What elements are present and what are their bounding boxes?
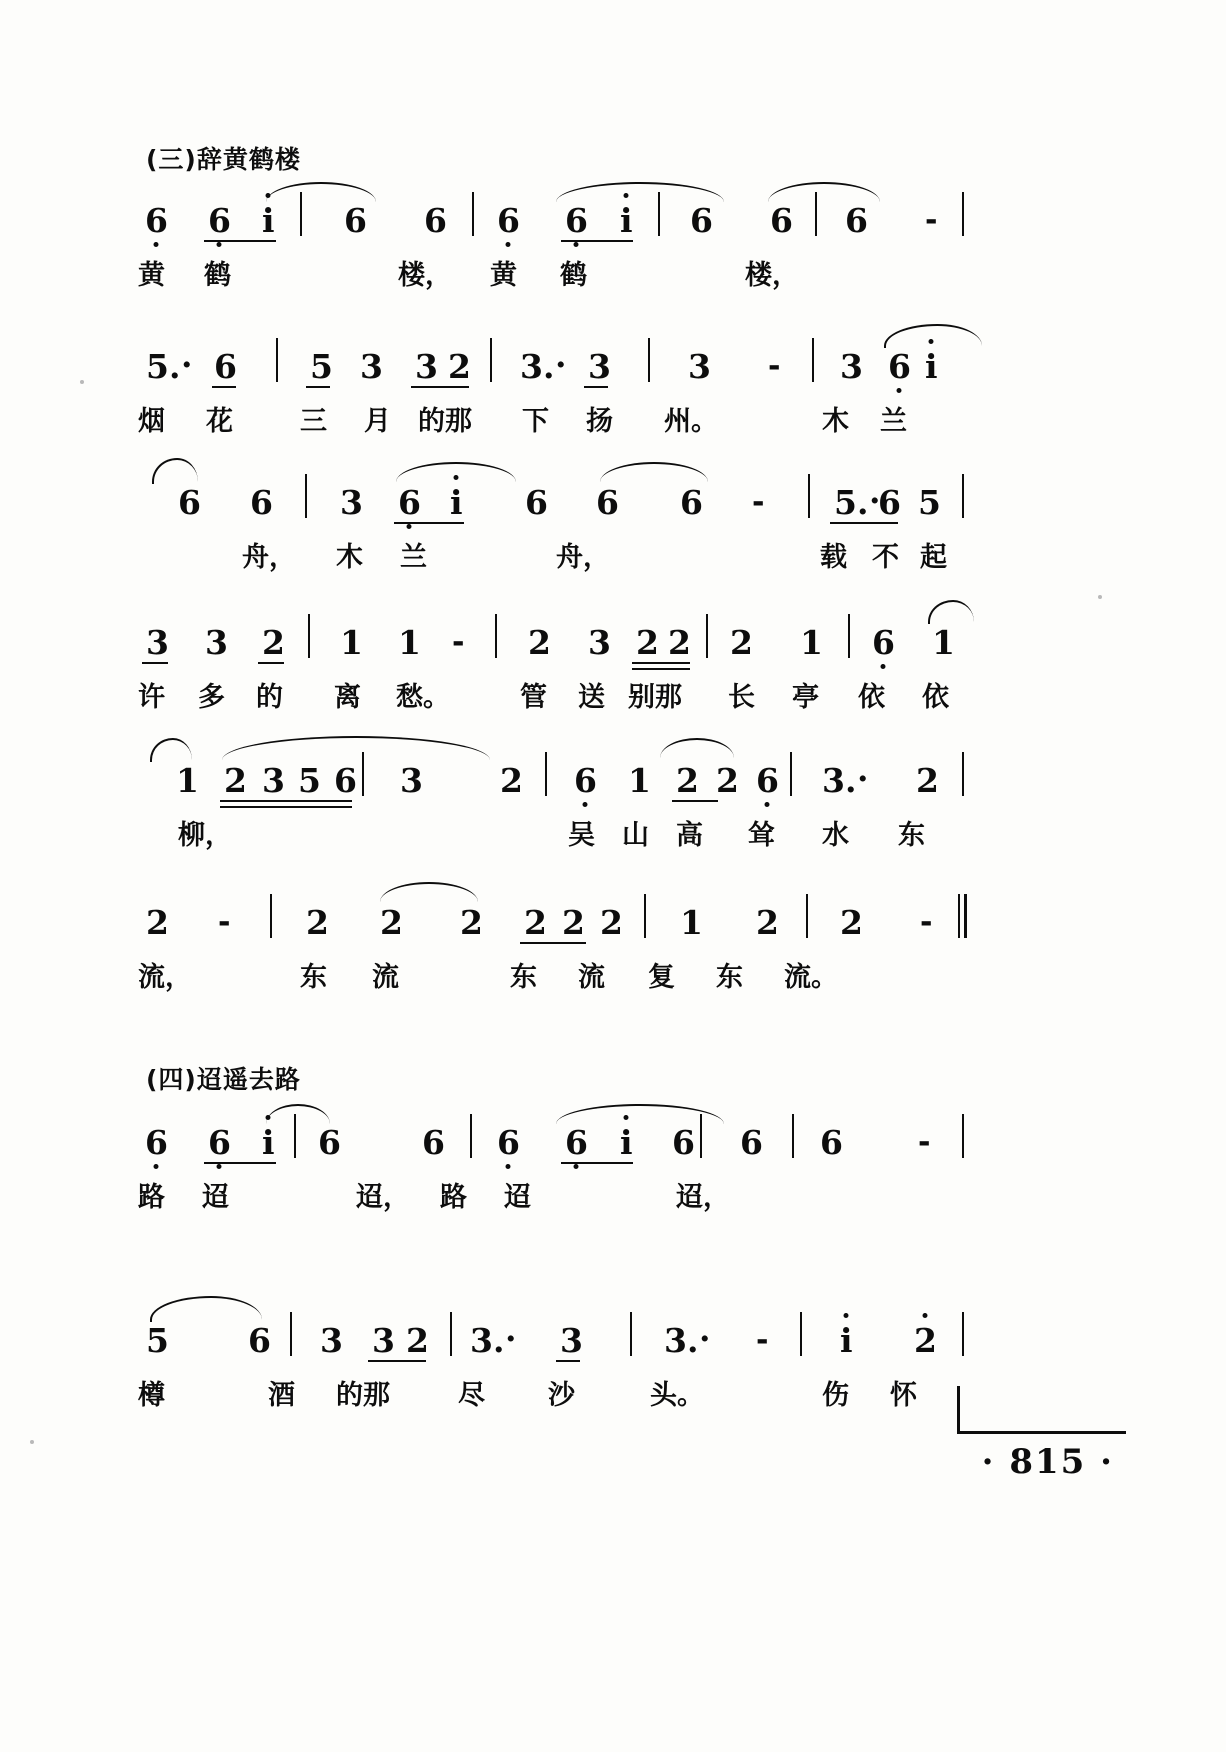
notes-row: [0, 756, 1226, 808]
note-dash: -: [218, 905, 231, 940]
note: 6: [178, 483, 201, 522]
beam: [258, 662, 284, 664]
note: 6: [740, 1123, 763, 1162]
note: 2: [916, 761, 939, 800]
note: 2: [756, 903, 779, 942]
barline: [706, 614, 708, 658]
barline: [630, 1312, 632, 1356]
note: 3: [400, 761, 423, 800]
lyrics-row: [0, 1170, 1226, 1218]
beam: [368, 1360, 426, 1362]
lyric: 鹤: [560, 260, 587, 291]
barline: [490, 338, 492, 382]
note: 3: [320, 1321, 343, 1360]
lyric: 载: [820, 542, 847, 573]
note: 6: [248, 1321, 271, 1360]
lyric: 楼，: [745, 260, 799, 291]
lyric: 流: [578, 962, 605, 993]
note: 6: [672, 1123, 695, 1162]
note: 3: [415, 347, 438, 386]
lyric: 东: [300, 962, 327, 993]
barline: [800, 1312, 802, 1356]
note: 6: [525, 483, 548, 522]
lyric: 依: [858, 682, 885, 713]
slur: [556, 182, 724, 202]
lyric: 离: [334, 682, 361, 713]
barline: [644, 894, 646, 938]
slur: [380, 882, 478, 902]
lyric: 黄: [490, 260, 517, 291]
beam: [556, 1360, 580, 1362]
note: 6: [145, 201, 168, 240]
note: 1: [628, 761, 651, 800]
music-system: [0, 1316, 1226, 1436]
lyric: 州。: [664, 406, 718, 437]
slur: [222, 736, 490, 760]
note: 2: [562, 903, 585, 942]
page-number: · 815 ·: [981, 1442, 1114, 1482]
barline: [545, 752, 547, 796]
music-system: [0, 756, 1226, 876]
music-system: [0, 898, 1226, 1018]
lyric: 迢: [504, 1182, 531, 1213]
note: 1: [800, 623, 823, 662]
barline: [962, 474, 964, 518]
note: 3: [205, 623, 228, 662]
beam: [411, 386, 469, 388]
note: 6: [872, 623, 895, 662]
lyric: 烟: [138, 406, 165, 437]
note: 6: [422, 1123, 445, 1162]
beam: [306, 386, 330, 388]
page-number-rule: [958, 1431, 1126, 1434]
music-system: [0, 478, 1226, 598]
barline: [658, 192, 660, 236]
note: 6: [250, 483, 273, 522]
slur: [150, 738, 192, 762]
note: 3. ·: [470, 1324, 504, 1357]
lyric: 复: [648, 962, 675, 993]
lyric: 许: [138, 682, 165, 713]
note: 2: [676, 761, 699, 800]
note: 6: [596, 483, 619, 522]
beam: [584, 386, 608, 388]
note: i: [840, 1321, 853, 1360]
note: 3: [560, 1321, 583, 1360]
slur: [266, 1104, 330, 1124]
notes-row: [0, 618, 1226, 670]
notes-row: [0, 478, 1226, 530]
barline: [812, 338, 814, 382]
beam: [220, 800, 352, 802]
note-dash: -: [925, 203, 938, 238]
barline: [815, 192, 817, 236]
lyric: 水: [822, 820, 849, 851]
note: 2: [840, 903, 863, 942]
slur: [768, 182, 880, 202]
note: 2: [306, 903, 329, 942]
note-dash: -: [752, 485, 765, 520]
lyric: 兰: [400, 542, 427, 573]
barline: [276, 338, 278, 382]
lyric: 路: [138, 1182, 165, 1213]
note: 6: [214, 347, 237, 386]
beam: [142, 662, 168, 664]
note: i: [620, 201, 633, 240]
note: 6: [497, 1123, 520, 1162]
notes-row: [0, 342, 1226, 394]
note: 1: [398, 623, 421, 662]
note: 6: [888, 347, 911, 386]
note: 2: [914, 1321, 937, 1360]
lyric: 樽: [138, 1380, 165, 1411]
lyric: 下: [522, 406, 549, 437]
lyrics-row: [0, 1368, 1226, 1416]
note: 1: [680, 903, 703, 942]
barline: [962, 192, 964, 236]
barline: [300, 192, 302, 236]
note: 2: [500, 761, 523, 800]
note: 5: [298, 761, 321, 800]
lyrics-row: [0, 950, 1226, 998]
note: 6: [756, 761, 779, 800]
note: 2: [600, 903, 623, 942]
note: 6: [318, 1123, 341, 1162]
lyric: 木: [822, 406, 849, 437]
note: 3: [688, 347, 711, 386]
note: 2: [406, 1321, 429, 1360]
lyric: 的那: [418, 406, 472, 437]
lyrics-row: [0, 808, 1226, 856]
note: 5: [918, 483, 941, 522]
lyric: 鹤: [204, 260, 231, 291]
note: 2: [146, 903, 169, 942]
note: 2: [636, 623, 659, 662]
beam: [520, 942, 586, 944]
note: 2: [380, 903, 403, 942]
note: 6: [334, 761, 357, 800]
beam: [212, 386, 236, 388]
beam: [204, 240, 276, 242]
barline: [806, 894, 808, 938]
lyric: 东: [716, 962, 743, 993]
barline: [495, 614, 497, 658]
barline: [290, 1312, 292, 1356]
lyric: 的那: [336, 1380, 390, 1411]
lyric: 管: [520, 682, 547, 713]
barline: [294, 1114, 296, 1158]
note: 1: [932, 623, 955, 662]
music-system: [0, 618, 1226, 738]
lyric: 尽: [458, 1380, 485, 1411]
lyric: 舟，: [556, 542, 610, 573]
barline: [470, 1114, 472, 1158]
barline: [270, 894, 272, 938]
lyric: 山: [622, 820, 649, 851]
note: 2: [524, 903, 547, 942]
notes-row: [0, 196, 1226, 248]
note: 3: [588, 347, 611, 386]
note: 6: [878, 483, 901, 522]
barline-final: [958, 894, 960, 938]
lyric: 伤: [822, 1380, 849, 1411]
note: 2: [460, 903, 483, 942]
note: 6: [424, 201, 447, 240]
note: 3: [588, 623, 611, 662]
note: 6: [820, 1123, 843, 1162]
note: 3: [372, 1321, 395, 1360]
note-dash: -: [768, 349, 781, 384]
note: 5. ·: [834, 486, 868, 519]
barline: [305, 474, 307, 518]
barline: [790, 752, 792, 796]
lyric: 柳，: [178, 820, 232, 851]
lyric: 愁。: [396, 682, 450, 713]
barline: [962, 1312, 964, 1356]
note: 6: [398, 483, 421, 522]
note: 2: [528, 623, 551, 662]
note: 3: [360, 347, 383, 386]
barline: [962, 1114, 964, 1158]
lyric: 迢: [202, 1182, 229, 1213]
lyric: 吴: [568, 820, 595, 851]
lyrics-row: [0, 394, 1226, 442]
note: 6: [690, 201, 713, 240]
lyric: 流，: [138, 962, 192, 993]
note: 1: [176, 761, 199, 800]
note: 6: [574, 761, 597, 800]
note: 5: [146, 1321, 169, 1360]
note-dash: -: [918, 1125, 931, 1160]
note: i: [450, 483, 463, 522]
lyric: 楼，: [398, 260, 452, 291]
lyric: 兰: [880, 406, 907, 437]
music-system: [0, 196, 1226, 316]
lyric: 的: [256, 682, 283, 713]
note: 6: [497, 201, 520, 240]
barline: [450, 1312, 452, 1356]
lyric: 流。: [784, 962, 838, 993]
note: 3: [340, 483, 363, 522]
lyric: 迢，: [356, 1182, 410, 1213]
barline: [792, 1114, 794, 1158]
note: 3: [262, 761, 285, 800]
barline: [808, 474, 810, 518]
note: 6: [770, 201, 793, 240]
note: 6: [145, 1123, 168, 1162]
note: 2: [668, 623, 691, 662]
lyric: 起: [920, 542, 947, 573]
note: 6: [565, 1123, 588, 1162]
note: i: [925, 347, 938, 386]
lyric: 花: [206, 406, 233, 437]
note: 6: [208, 201, 231, 240]
slur: [266, 182, 376, 202]
lyric: 沙: [548, 1380, 575, 1411]
note: 6: [845, 201, 868, 240]
note: 3. ·: [822, 764, 856, 797]
note: 3: [146, 623, 169, 662]
slur: [396, 462, 516, 482]
slur: [600, 462, 708, 482]
lyrics-row: [0, 670, 1226, 718]
lyric: 迢，: [676, 1182, 730, 1213]
lyric: 舟，: [242, 542, 296, 573]
section-title-3: (三)辞黄鹤楼: [146, 145, 301, 174]
beam: [830, 522, 898, 524]
beam: [204, 1162, 276, 1164]
lyrics-row: [0, 248, 1226, 296]
lyric: 流: [372, 962, 399, 993]
barline: [472, 192, 474, 236]
lyric: 亭: [792, 682, 819, 713]
lyric: 三: [300, 406, 327, 437]
note: 5: [310, 347, 333, 386]
lyric: 东: [898, 820, 925, 851]
music-system: [0, 1118, 1226, 1238]
note: 2: [730, 623, 753, 662]
note-dash: -: [452, 625, 465, 660]
notes-row: [0, 1316, 1226, 1368]
slur: [928, 600, 974, 624]
notes-row: [0, 1118, 1226, 1170]
beam: [394, 522, 464, 524]
lyric: 东: [510, 962, 537, 993]
note: 3. ·: [520, 350, 554, 383]
note: 6: [680, 483, 703, 522]
beam: [672, 800, 718, 802]
barline: [848, 614, 850, 658]
beam: [561, 1162, 633, 1164]
note: i: [620, 1123, 633, 1162]
note: 5. ·: [146, 350, 180, 383]
slur: [884, 324, 982, 348]
barline: [700, 1114, 702, 1158]
note: 6: [208, 1123, 231, 1162]
note: 2: [262, 623, 285, 662]
lyric: 送: [578, 682, 605, 713]
lyric: 别那: [628, 682, 682, 713]
lyric: 木: [336, 542, 363, 573]
notes-row: [0, 898, 1226, 950]
lyric: 怀: [890, 1380, 917, 1411]
note: i: [262, 201, 275, 240]
slur: [150, 1296, 262, 1322]
lyric: 头。: [650, 1380, 704, 1411]
note: 3: [840, 347, 863, 386]
note: 2: [716, 761, 739, 800]
lyric: 黄: [138, 260, 165, 291]
note: 6: [344, 201, 367, 240]
lyric: 月: [364, 406, 391, 437]
section-title-4: (四)迢遥去路: [146, 1065, 301, 1094]
note: 2: [448, 347, 471, 386]
slur: [556, 1104, 724, 1124]
lyric: 不: [872, 542, 899, 573]
barline: [962, 752, 964, 796]
lyric: 酒: [268, 1380, 295, 1411]
lyric: 路: [440, 1182, 467, 1213]
note: i: [262, 1123, 275, 1162]
note: 1: [340, 623, 363, 662]
page-number-rule-left: [957, 1386, 960, 1434]
lyric: 高: [676, 820, 703, 851]
lyric: 扬: [586, 406, 613, 437]
barline: [308, 614, 310, 658]
note-dash: -: [920, 905, 933, 940]
lyric: 依: [922, 682, 949, 713]
barline: [362, 752, 364, 796]
slur: [660, 738, 734, 758]
lyric: 长: [728, 682, 755, 713]
lyric: 耸: [748, 820, 775, 851]
music-system: [0, 342, 1226, 462]
lyric: 多: [198, 682, 225, 713]
note: 6: [565, 201, 588, 240]
note: 2: [224, 761, 247, 800]
paper-speck: [30, 1440, 34, 1444]
lyrics-row: [0, 530, 1226, 578]
beam: [632, 662, 690, 664]
note: 3. ·: [664, 1324, 698, 1357]
beam: [561, 240, 633, 242]
barline: [648, 338, 650, 382]
note-dash: -: [756, 1323, 769, 1358]
